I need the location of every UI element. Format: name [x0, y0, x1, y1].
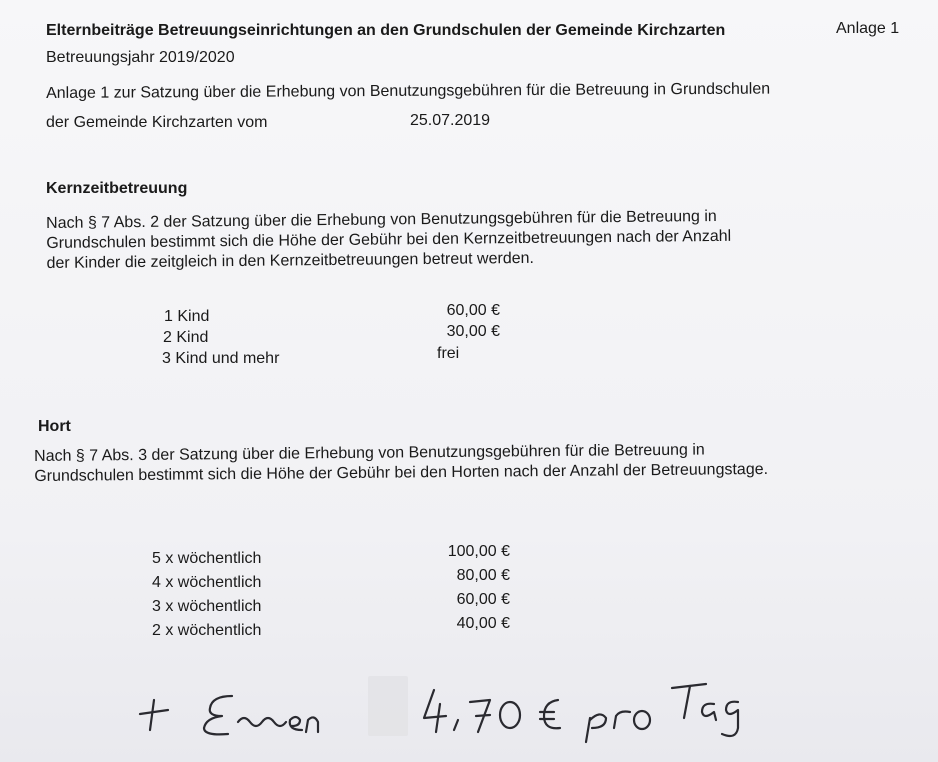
- handwritten-plus: [140, 710, 168, 714]
- handwritten-amount: [476, 715, 490, 716]
- intro-line-2: der Gemeinde Kirchzarten vom: [46, 114, 268, 131]
- handwritten-amount: [544, 700, 560, 728]
- hort-paragraph-line: Grundschulen bestimmt sich die Höhe der Gebühr bei den Horten nach der Anzahl der Betreuungstage.: [34, 460, 769, 485]
- handwritten-plus: [150, 700, 154, 730]
- hort-fee-value: 40,00 €: [456, 615, 510, 632]
- intro-line-1: Anlage 1 zur Satzung über die Erhebung von Benutzungsgebühren für die Betreuung in Grundschulen: [46, 80, 771, 102]
- handwritten-item: [290, 717, 302, 730]
- handwritten-item: [204, 696, 232, 734]
- hort-fee-value: 80,00 €: [456, 567, 510, 584]
- handwritten-unit: [634, 711, 650, 729]
- kernzeit-paragraph-line: der Kinder die zeitgleich in den Kernzeitbetreuungen betreut werden.: [46, 249, 535, 272]
- kernzeit-paragraph: [46, 206, 847, 274]
- handwritten-amount: [500, 702, 520, 728]
- handwritten-unit: [614, 712, 630, 729]
- handwritten-unit: [586, 718, 590, 742]
- handwritten-amount: [424, 690, 446, 718]
- care-year: Betreuungsjahr 2019/2020: [46, 49, 235, 66]
- kernzeit-fee-value: 30,00 €: [446, 323, 500, 340]
- handwritten-unit: [722, 702, 738, 736]
- handwritten-item: [306, 717, 318, 732]
- kernzeit-heading: Kernzeitbetreuung: [46, 180, 188, 197]
- handwritten-note: [0, 660, 938, 762]
- hort-fee-value: 60,00 €: [456, 591, 510, 608]
- handwritten-amount: [454, 720, 458, 730]
- intro-date: 25.07.2019: [410, 112, 491, 129]
- hort-fee-label: 4 x wöchentlich: [152, 574, 262, 591]
- hort-fee-value: 100,00 €: [447, 543, 510, 560]
- kernzeit-fee-value: frei: [437, 345, 460, 362]
- hort-fee-label: 3 x wöchentlich: [152, 598, 262, 615]
- handwritten-unit: [590, 714, 606, 728]
- kernzeit-paragraph-line: Nach § 7 Abs. 2 der Satzung über die Erhebung von Benutzungsgebühren für die Betreuung in: [46, 207, 717, 232]
- handwritten-amount: [436, 704, 440, 732]
- handwritten-unit: [684, 686, 690, 718]
- handwritten-item: [238, 718, 286, 726]
- hort-fee-label: 5 x wöchentlich: [152, 550, 262, 567]
- kernzeit-fee-label: 3 Kind und mehr: [162, 350, 280, 367]
- hort-fee-label: 2 x wöchentlich: [152, 622, 262, 639]
- hort-paragraph-line: Nach § 7 Abs. 3 der Satzung über die Erhebung von Benutzungsgebühren für die Betreuung in: [34, 441, 705, 465]
- handwritten-unit: [702, 704, 716, 720]
- hort-paragraph: [34, 439, 894, 487]
- kernzeit-fee-value: 60,00 €: [446, 302, 500, 319]
- annex-label: Anlage 1: [836, 20, 900, 37]
- kernzeit-fee-label: 2 Kind: [163, 329, 209, 346]
- kernzeit-paragraph-line: Grundschulen bestimmt sich die Höhe der Gebühr bei den Kernzeitbetreuungen nach der Anzahl: [46, 227, 732, 252]
- hort-heading: Hort: [38, 418, 71, 435]
- kernzeit-fee-label: 1 Kind: [164, 308, 210, 325]
- document-title: Elternbeiträge Betreuungseinrichtungen an den Grundschulen der Gemeinde Kirchzarten: [46, 22, 726, 39]
